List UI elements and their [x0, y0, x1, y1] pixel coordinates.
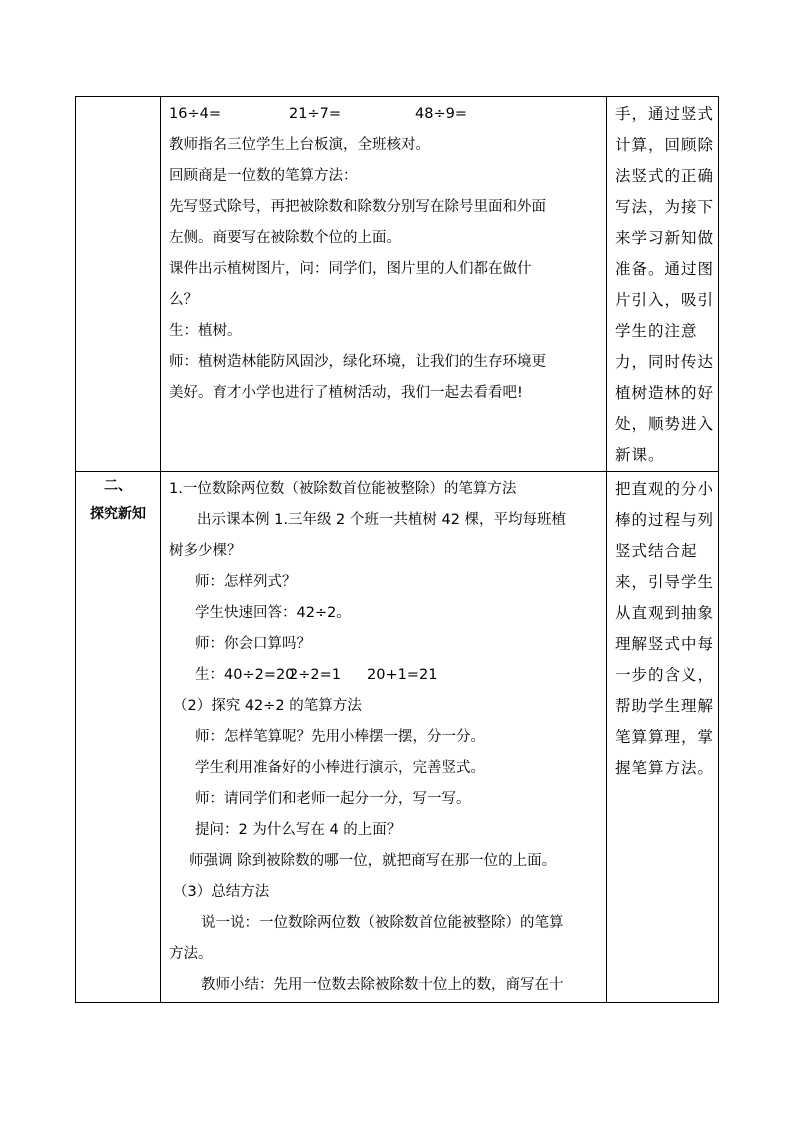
- note-line: 一步的含义，: [615, 666, 715, 684]
- text-line: 师：植树造林能防风固沙，绿化环境，让我们的生存环境更: [169, 354, 546, 370]
- intent-cell: [607, 97, 719, 472]
- text-line: 先写竖式除号，再把被除数和除数分别写在除号里面和外面: [169, 199, 546, 215]
- text-line: 左侧。商要写在被除数个位的上面。: [169, 230, 401, 246]
- review-calculations: [169, 99, 606, 130]
- text-line: 方法。: [169, 946, 213, 962]
- text-line: 说一说：一位数除两位数（被除数首位能被整除）的笔算: [201, 915, 564, 931]
- note-line: 来学习新知做: [615, 229, 715, 247]
- note-line: 来，引导学生: [615, 573, 715, 591]
- note-line: 从直观到抽象: [615, 604, 715, 622]
- stage-cell: [76, 472, 161, 1003]
- text-line: 师强调 除到被除数的哪一位，就把商写在那一位的上面。: [189, 853, 557, 869]
- text-line: 学生利用准备好的小棒进行演示，完善竖式。: [195, 760, 485, 776]
- note-line: 笔算算理，掌: [615, 728, 715, 746]
- note-line: 新课。: [615, 446, 665, 464]
- text-line: 师：怎样笔算呢？先用小棒摆一摆，分一分。: [195, 729, 485, 745]
- section-heading: 1.一位数除两位数（被除数首位能被整除）的笔算方法: [169, 481, 517, 497]
- oral-calculation: [169, 660, 606, 691]
- text-line: 教师指名三位学生上台板演，全班核对。: [169, 137, 430, 153]
- note-line: 植树造林的好: [615, 384, 715, 402]
- note-line: 处，顺势进入: [615, 415, 715, 433]
- note-line: 手，通过竖式: [615, 105, 715, 123]
- section-heading: （3）总结方法: [173, 884, 270, 900]
- note-line: 帮助学生理解: [615, 697, 715, 715]
- calc-item: 2÷2=1: [289, 667, 341, 683]
- calc-item: 生：40÷2=20: [195, 667, 295, 683]
- calc-item: 20+1=21: [367, 667, 438, 683]
- text-line: 师：怎样列式？: [195, 574, 297, 590]
- text-line: 生：植树。: [169, 323, 242, 339]
- text-line: 提问：2 为什么写在 4 的上面？: [195, 822, 402, 838]
- note-line: 理解竖式中每: [615, 635, 715, 653]
- note-line: 计算，回顾除: [615, 136, 715, 154]
- text-line: 学生快速回答：42÷2。: [195, 605, 351, 621]
- text-line: 美好。育才小学也进行了植树活动，我们一起去看看吧!: [169, 385, 523, 401]
- note-line: 力，同时传达: [615, 353, 715, 371]
- text-line: 回顾商是一位数的笔算方法：: [169, 168, 358, 184]
- text-line: 出示课本例 1.三年级 2 个班一共植树 42 棵，平均每班植: [197, 512, 567, 528]
- text-line: 么？: [169, 292, 198, 308]
- lesson-plan-table: [75, 96, 719, 1003]
- text-line: 教师小结：先用一位数去除被除数十位上的数，商写在十: [201, 977, 564, 993]
- stage-number: 二、: [104, 478, 132, 494]
- calc-item: 16÷4=: [169, 106, 221, 122]
- text-line: 师：请同学们和老师一起分一分，写一写。: [195, 791, 471, 807]
- note-line: 片引入，吸引: [615, 291, 715, 309]
- stage-title: 探究新知: [90, 506, 146, 522]
- section-heading: （2）探究 42÷2 的笔算方法: [173, 698, 362, 714]
- activity-cell: [161, 97, 607, 472]
- intent-cell: [607, 472, 719, 1003]
- note-line: 学生的注意: [615, 322, 698, 340]
- text-line: 师：你会口算吗？: [195, 636, 311, 652]
- note-line: 竖式结合起: [615, 542, 698, 560]
- text-line: 树多少棵？: [169, 543, 242, 559]
- note-line: 棒的过程与列: [615, 511, 715, 529]
- note-line: 准备。通过图: [615, 260, 715, 278]
- table-row: [76, 472, 719, 1003]
- note-line: 把直观的分小: [615, 480, 715, 498]
- activity-cell: [161, 472, 607, 1003]
- note-line: 法竖式的正确: [615, 167, 715, 185]
- table-row: [76, 97, 719, 472]
- calc-item: 21÷7=: [289, 106, 341, 122]
- stage-cell-empty: [76, 97, 161, 472]
- calc-item: 48÷9=: [415, 106, 467, 122]
- note-line: 写法，为接下: [615, 198, 715, 216]
- text-line: 课件出示植树图片，问：同学们，图片里的人们都在做什: [169, 261, 532, 277]
- note-line: 握笔算方法。: [615, 759, 715, 777]
